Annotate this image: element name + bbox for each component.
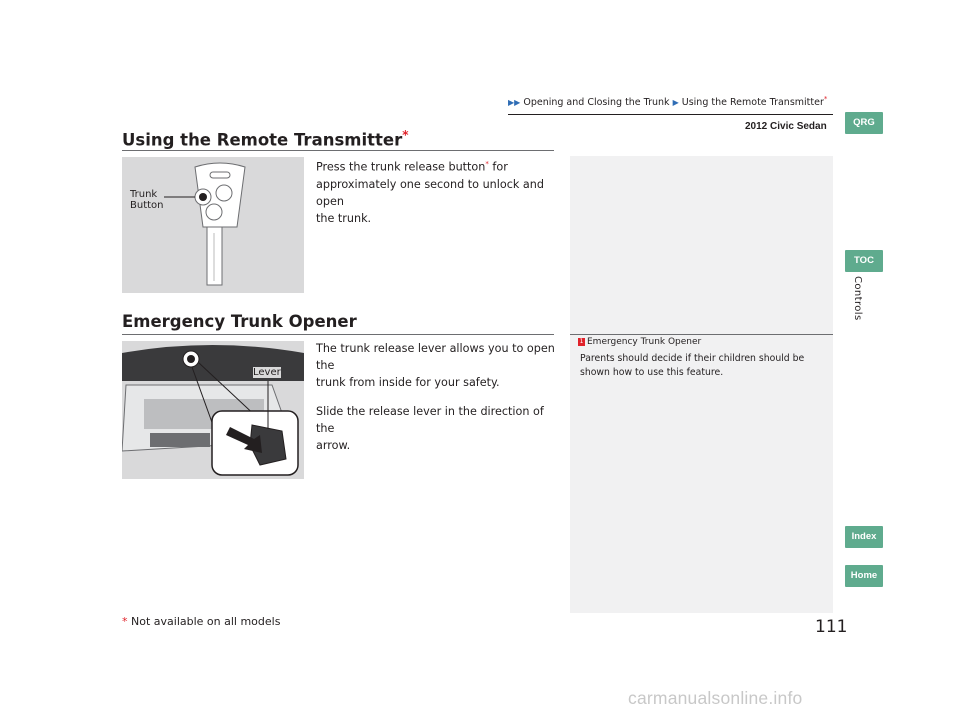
- breadcrumb-link-trunk[interactable]: Opening and Closing the Trunk: [523, 97, 670, 109]
- tab-toc[interactable]: TOC: [845, 250, 883, 272]
- watermark: carmanualsonline.info: [628, 688, 803, 708]
- breadcrumb-star: *: [823, 95, 828, 103]
- model-label: 2012 Civic Sedan: [745, 121, 827, 132]
- remote-illustration: [122, 157, 304, 293]
- body-text: the trunk.: [316, 211, 372, 225]
- trunk-lever-icon: [122, 341, 304, 479]
- breadcrumb[interactable]: [508, 95, 827, 108]
- note-title: [578, 337, 701, 347]
- remote-key-icon: [122, 157, 304, 293]
- notes-sidebar: [570, 156, 833, 613]
- note-badge: 1: [579, 338, 584, 345]
- body-text: trunk from inside for your safety.: [316, 376, 500, 389]
- title-star: *: [402, 128, 409, 142]
- note-title-text: Emergency Trunk Opener: [587, 337, 702, 347]
- footnote-star: *: [122, 615, 128, 628]
- body-text: approximately one second to unlock and open: [316, 177, 544, 208]
- section-title-emergency: Emergency Trunk Opener: [122, 312, 357, 331]
- body-text: arrow.: [316, 439, 351, 452]
- note-rule: [570, 334, 833, 335]
- page-number: 111: [815, 617, 848, 637]
- lever-callout: Lever: [253, 367, 281, 378]
- body-text: Press the trunk release button: [316, 160, 486, 174]
- breadcrumb-link-remote[interactable]: Using the Remote Transmitter: [681, 97, 824, 109]
- trunk-button-callout: [130, 189, 164, 211]
- section2-body: [316, 340, 561, 454]
- section-rule: [122, 150, 554, 151]
- header-rule: [508, 114, 833, 115]
- body-text: for: [488, 160, 508, 174]
- tab-index[interactable]: Index: [845, 526, 883, 548]
- note-line: Parents should decide if their children should be: [580, 353, 805, 364]
- section-title-remote: [122, 128, 409, 150]
- section1-body: [316, 156, 561, 227]
- tab-home[interactable]: Home: [845, 565, 883, 587]
- footnote: [122, 615, 280, 628]
- tab-qrg[interactable]: QRG: [845, 112, 883, 134]
- chapter-label: Controls: [852, 276, 863, 321]
- breadcrumb-arrow-icon: ▶▶: [508, 98, 521, 108]
- section-rule: [122, 334, 554, 335]
- note-text: [580, 352, 820, 380]
- callout-line-1: Trunk: [130, 189, 158, 200]
- trunk-illustration: [122, 341, 304, 479]
- callout-line-2: Button: [130, 200, 164, 211]
- body-text: Slide the release lever in the direction of the: [316, 405, 544, 435]
- body-text: The trunk release lever allows you to open the: [316, 342, 555, 372]
- section-title-text: Using the Remote Transmitter: [122, 130, 403, 150]
- footnote-text: Not available on all models: [131, 615, 281, 628]
- body-star: *: [485, 160, 489, 168]
- breadcrumb-arrow-icon: ▶: [672, 98, 679, 108]
- note-line: shown how to use this feature.: [580, 367, 724, 378]
